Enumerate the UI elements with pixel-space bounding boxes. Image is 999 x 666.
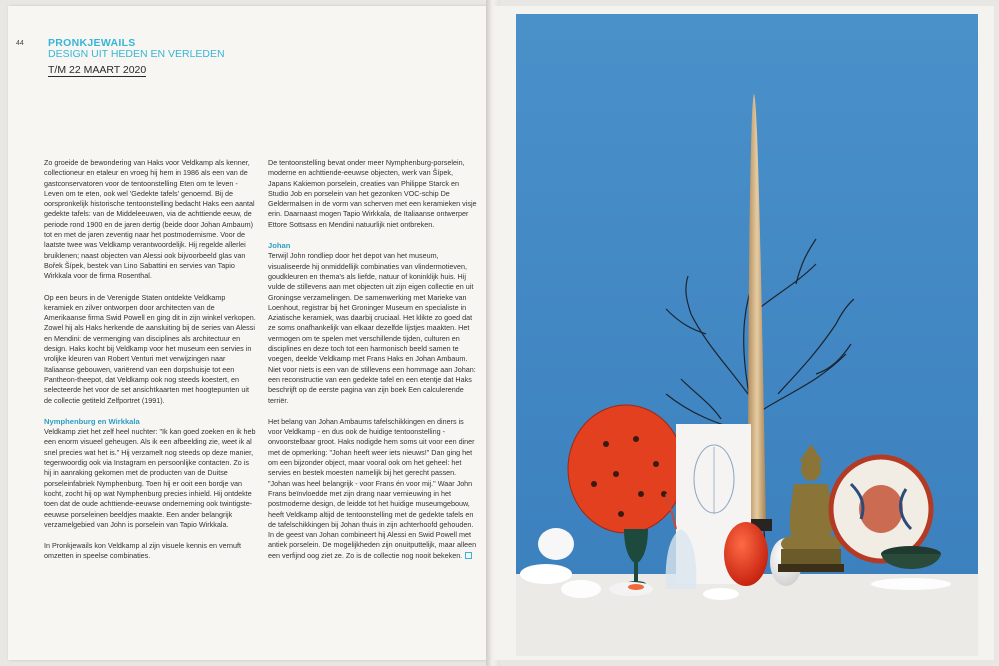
exhibition-title: PRONKJEWAILS: [48, 37, 136, 49]
paragraph: Op een beurs in de Verenigde Staten ontdekte Veldkamp keramiek en zilver ontworpen door architecten van de Amerikaanse firma Swid Powell en ging dit in zijn winkel verkopen. Zowel hij als Haks herkende de aansluiting bij de series van Alessi en Mendini: de vermenging van disciplines als architectuur en design. Haks kocht bij Veldkamp voor het museum een servies in vrolijke kleuren van Robert Venturi met verwijzingen naar Italiaanse gebouwen, variërend van een dorpshuisje tot een Pantheon-theepot, dat Veldkamp ook nog steeds koestert, en selecteerde het voor de set ansichtkaarten met hoogtepunten uit de collectie getiteld Zelfportret (1991).: [44, 292, 256, 405]
red-egg: [724, 522, 768, 586]
exhibition-subtitle: DESIGN UIT HEDEN EN VERLEDEN: [48, 48, 225, 60]
exhibition-date: T/M 22 MAART 2020: [48, 64, 147, 76]
article-header: [48, 38, 225, 78]
paragraph-text: Het belang van Johan Ambaums tafelschikkingen en diners is voor Veldkamp - en dus ook de huidige tentoonstelling - onvoorstelbaar groot. Haks nodigde hem soms uit voor een diner met de opmerking: "Johan heeft weer iets nieuws!" Dan ging het om een bijzonder object, maar vooral ook om het geheel: het servies en bestek moesten namelijk bij het gerecht passen. "Johan was heel belangrijk - voor Frans én voor mij." Waar John Frans beïnvloedde met zijn drang naar vernieuwing in het postmoderne design, de leidde tot het huidige museumgebouw, heeft Veldkamp altijd de tentoonstelling met de gedekte tafels en de tafelschikkingen bij Johan thuis in zijn achterhoofd gehouden. In de geest van Johan combineert hij Alessi en Swid Powell met antiek porselein. De mogelijkheden zijn onuitputtelijk, maar alleen een verfijnd oog ziet ze. Zo is de collectie nog nooit bekeken.: [268, 416, 477, 560]
page-number: 44: [16, 40, 24, 47]
text-column-1: [44, 158, 256, 573]
still-life-illustration: [516, 14, 978, 656]
section-heading: Nymphenburg en Wirkkala: [44, 416, 140, 426]
section-heading: Johan: [268, 241, 291, 251]
paragraph: De tentoonstelling bevat onder meer Nymphenburg-porselein, moderne en achttiende-eeuwse objecten, werk van Šípek, Japans Kakiemon porselein, creaties van Philippe Starck en Studio Job en porselein van het gezonken VOC-schip De Geldermalsen in de vorm van scherven met een keramieken visje erin. Daarnaast mogen Tapio Wirkkala, de Italiaanse ontwerper Ettore Sottsass en Mendini natuurlijk niet ontbreken.: [268, 158, 477, 229]
paragraph: In Pronkjewails kon Veldkamp al zijn visuele kennis en vernuft omzetten in speelse combinaties.: [44, 541, 241, 561]
paragraph: Terwijl John rondliep door het depot van het museum, visualiseerde hij onmiddellijk combinaties van vlindermotieven, goudkleuren en thema's als liefde, natuur of koninklijk huis. Hij vulde de stillevens aan met objecten uit zijn eigen collectie en uit Groningse verzamelingen. De samenwerking met Marieke van Loenhout, registrar bij het Groninger Museum en specialiste in Aziatische keramiek, was daarbij cruciaal. Het klikte zo goed dat ze soms onafhankelijk van elkaar dezelfde lijstjes maakten. Het vermogen om te spelen met verschillende tijden, culturen en disciplines en deze toch tot een harmonisch beeld samen te voegen, deelde Veldkamp met Frans Haks en Johan Ambaum. Niet voor niets is een van de stillevens een hommage aan Johan: een reconstructie van een gedekte tafel en een etentje dat Haks beschrijft op de eerste pagina van zijn boek Een calculerende terriër.: [268, 251, 476, 405]
paragraph: Zo groeide de bewondering van Haks voor Veldkamp als kenner, collectioneur en etaleur en vroeg hij hem in 1986 als een van de gastconservatoren voor de tentoonstelling Eten om te leven - Leven om te eten, ook wel 'Gedekte tafels' genoemd. Bij de oorspronkelijk historische tentoonstelling bedacht Haks een aantal gedekte tafels: van de Middeleeuwen, via de achttiende eeuw, de periode rond 1900 en de jaren dertig (beide door Johan Ambaum) tot en met de jaren zeventig naar het postmodernisme. Voor de laatste twee was Veldkamp verantwoordelijk. Hij regelde allerlei bruiklenen; naast objecten van Alessi ook bijvoorbeeld glas van Bořek Šípek, bestek van Lino Sabattini en servies van Tapio Wirkkala voor de firma Rosenthal.: [44, 158, 255, 281]
paragraph: Veldkamp ziet het zelf heel nuchter: "Ik kan goed zoeken en ik heb een enorm visueel geheugen. Als ik een afbeelding zie, weet ik al snel precies wat het is." Hij verzamelt nog steeds op deze manier, tegenwoordig ook via Instagram en persoonlijke contacten. Zo is hij in aanraking gekomen met de producten van de Duitse porseleinfabriek Nymphenburg. Toen hij er ooit een bordje van kocht, zocht hij op wat Nymphenburg precies inhield. Hij ontdekte toen dat de oude achttiende-eeuwse onderneming ook twintigste-eeuwse porseleinen beeldjes maakte. Een ander belangrijk verzamelgebied van John is porselein van Tapio Wirkkala.: [44, 427, 256, 529]
text-column-2: [268, 158, 478, 572]
imari-plate: [831, 457, 931, 561]
end-of-article-mark: [465, 552, 472, 559]
still-life-photo: [516, 14, 978, 656]
paragraph: [268, 417, 478, 561]
red-plate: [568, 405, 684, 533]
